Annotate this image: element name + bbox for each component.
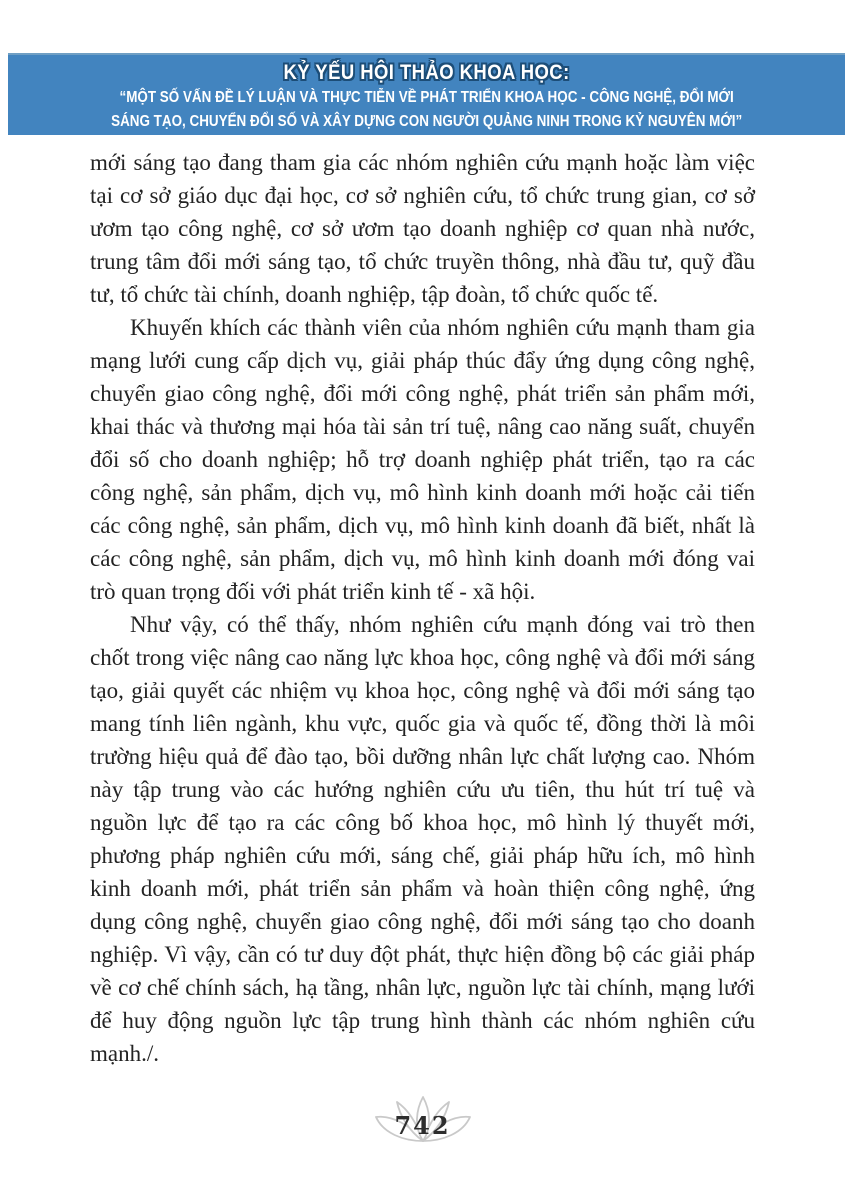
article-body (90, 146, 755, 1070)
body-paragraph: mới sáng tạo đang tham gia các nhóm nghiên cứu mạnh hoặc làm việc tại cơ sở giáo dục đại học, cơ sở nghiên cứu, tổ chức trung gian, cơ sở ươm tạo công nghệ, cơ sở ươm tạo doanh nghiệp cơ quan nhà nước, trung tâm đổi mới sáng tạo, tổ chức truyền thông, nhà đầu tư, quỹ đầu tư, tổ chức tài chính, doanh nghiệp, tập đoàn, tổ chức quốc tế. (90, 150, 755, 307)
header-title: KỶ YẾU HỘI THẢO KHOA HỌC: (283, 61, 570, 84)
header-subtitle-line1: “MỘT SỐ VẤN ĐỀ LÝ LUẬN VÀ THỰC TIỄN VỀ PHÁT TRIỂN KHOA HỌC - CÔNG NGHỆ, ĐỔI MỚI (119, 89, 734, 106)
body-paragraph: Như vậy, có thể thấy, nhóm nghiên cứu mạnh đóng vai trò then chốt trong việc nâng cao năng lực khoa học, công nghệ và đổi mới sáng tạo, giải quyết các nhiệm vụ khoa học, công nghệ và đổi mới sáng tạo mang tính liên ngành, khu vực, quốc gia và quốc tế, đồng thời là môi trường hiệu quả để đào tạo, bồi dưỡng nhân lực chất lượng cao. Nhóm này tập trung vào các hướng nghiên cứu ưu tiên, thu hút trí tuệ và nguồn lực để tạo ra các công bố khoa học, mô hình lý thuyết mới, phương pháp nghiên cứu mới, sáng chế, giải pháp hữu ích, mô hình kinh doanh mới, phát triển sản phẩm và hoàn thiện công nghệ, ứng dụng công nghệ, chuyển giao công nghệ, đổi mới sáng tạo cho doanh nghiệp. Vì vậy, cần có tư duy đột phát, thực hiện đồng bộ các giải pháp về cơ chế chính sách, hạ tầng, nhân lực, nguồn lực tài chính, mạng lưới để huy động nguồn lực tập trung hình thành các nhóm nghiên cứu mạnh./. (90, 612, 755, 1066)
header-subtitle-line1-wrap (8, 86, 845, 110)
conference-header-banner (8, 53, 845, 135)
header-subtitle-line2: SÁNG TẠO, CHUYỂN ĐỔI SỐ VÀ XÂY DỰNG CON NGƯỜI QUẢNG NINH TRONG KỶ NGUYÊN MỚI” (110, 113, 743, 130)
body-paragraph: Khuyến khích các thành viên của nhóm nghiên cứu mạnh tham gia mạng lưới cung cấp dịch vụ, giải pháp thúc đẩy ứng dụng công nghệ, chuyển giao công nghệ, đổi mới công nghệ, phát triển sản phẩm mới, khai thác và thương mại hóa tài sản trí tuệ, nâng cao năng suất, chuyển đổi số cho doanh nghiệp; hỗ trợ doanh nghiệp phát triển, tạo ra các công nghệ, sản phẩm, dịch vụ, mô hình kinh doanh mới hoặc cải tiến các công nghệ, sản phẩm, dịch vụ, mô hình kinh doanh đã biết, nhất là các công nghệ, sản phẩm, dịch vụ, mô hình kinh doanh mới đóng vai trò quan trọng đối với phát triển kinh tế - xã hội. (90, 315, 755, 604)
header-subtitle-line2-wrap (8, 110, 845, 134)
page-footer (368, 1094, 478, 1154)
page-number: 742 (394, 1111, 451, 1140)
